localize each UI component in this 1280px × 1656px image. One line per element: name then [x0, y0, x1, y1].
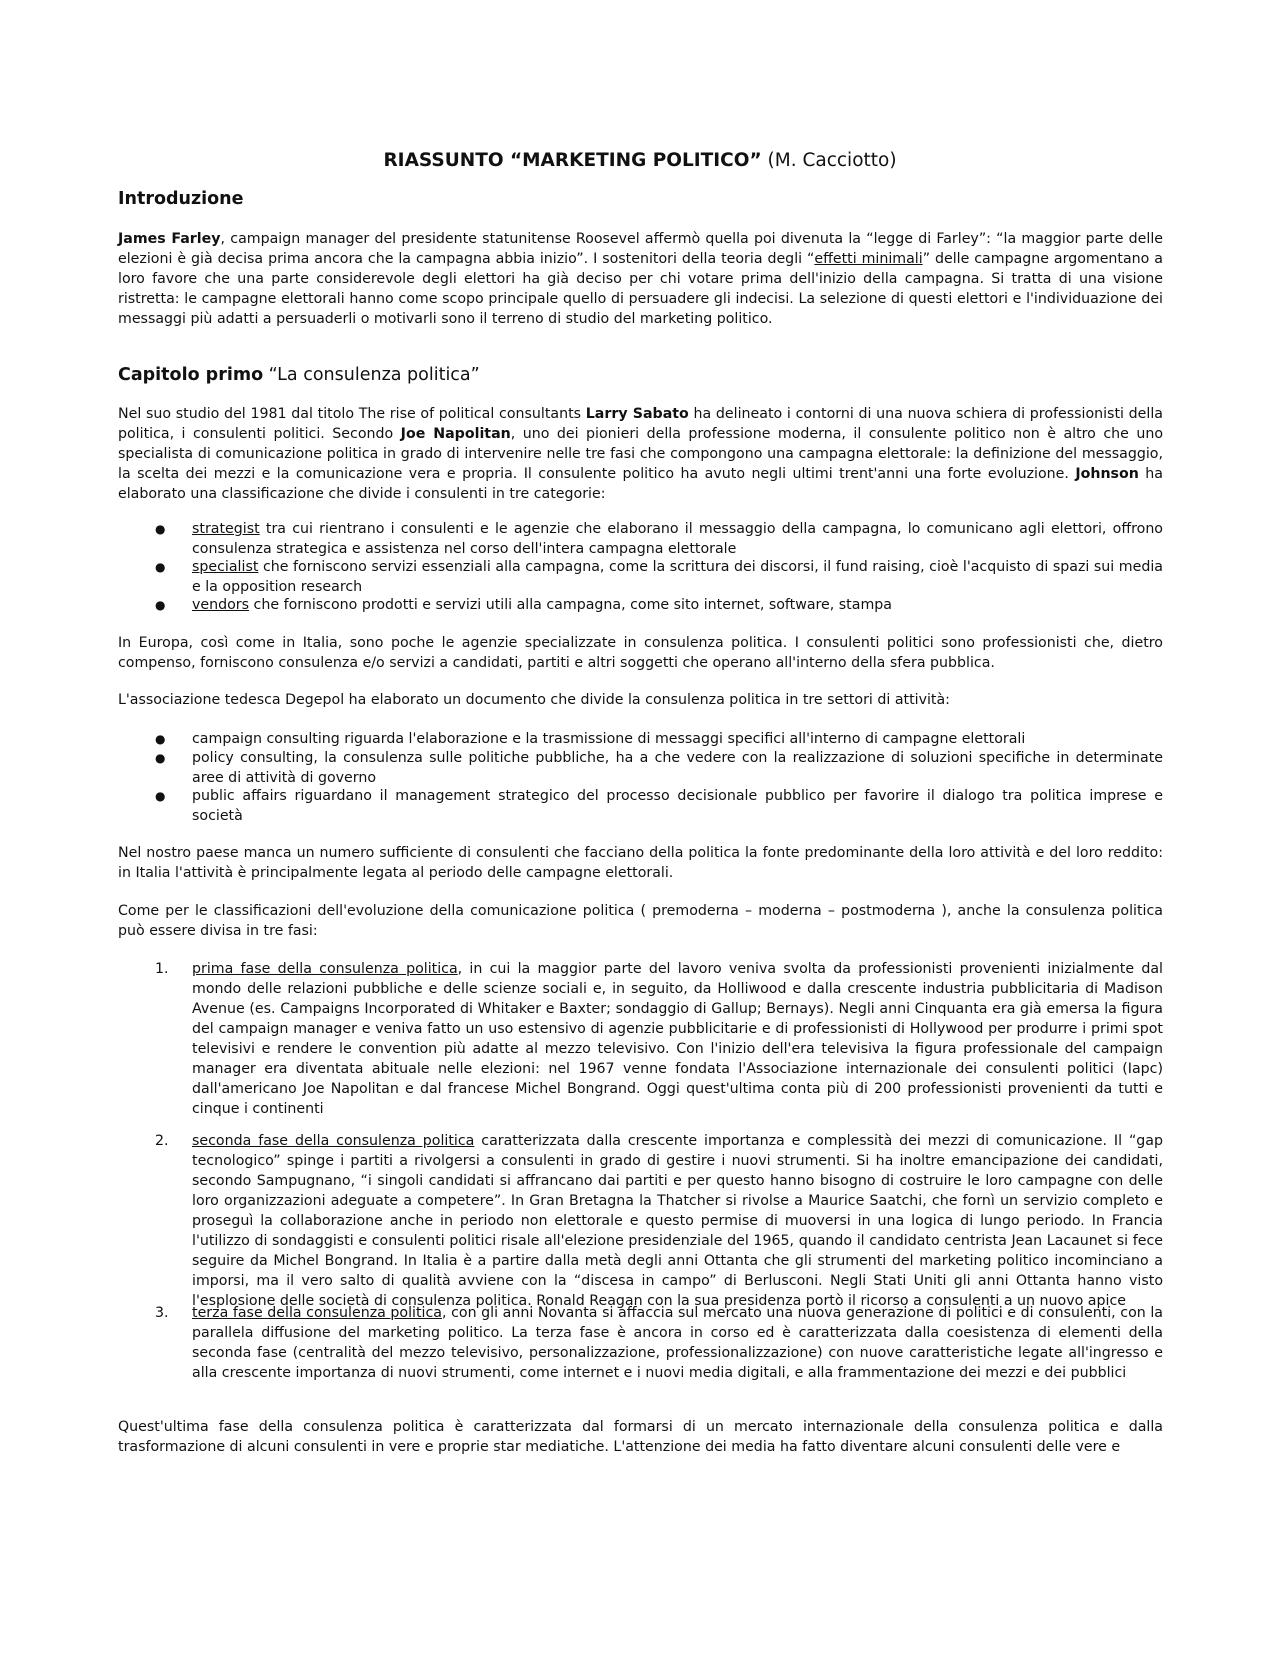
sabato-name: Larry Sabato: [585, 406, 689, 422]
list-number: 1.: [155, 961, 169, 977]
chapter1-paragraph-2: In Europa, così come in Italia, sono poche le agenzie specializzate in consulenza politica. I consulenti politici sono professionisti che, dietro compenso, forniscono consulenza e/o servizi a candidati, partiti e altri soggetti che operano all'interno della sfera pubblica.: [118, 635, 1163, 671]
effetti-minimali-link: effetti minimali: [814, 251, 923, 267]
chapter1-heading: [118, 364, 480, 386]
list-item: [118, 1303, 1163, 1383]
chapter1-heading-title: “La consulenza politica”: [263, 365, 480, 385]
list-item: [118, 786, 1163, 826]
phase-text: , con gli anni Novanta si affaccia sul mercato una nuova generazione di politici e di consulenti, con la parallela diffusione del marketing politico. La terza fase è ancora in corso ed è caratterizzata dalla coesistenza di elementi della seconda fase (centralità del mezzo televisivo, personalizzazione, professionalizzazione) con nuove caratteristiche legate all'ingresso e alla crescente importanza di nuovi strumenti, come internet e i nuovi media digitali, e alla frammentazione dei mezzi e dei pubblici: [192, 1305, 1163, 1381]
title-author: (M. Cacciotto): [761, 150, 897, 171]
list-item-text: public affairs riguardano il management strategico del processo decisionale pubblico per favorire il dialogo tra politica imprese e società: [192, 788, 1163, 824]
list-item: [118, 729, 1163, 749]
bullet-icon: ●: [155, 560, 166, 574]
strategist-text: tra cui rientrano i consulenti e le agenzie che elaborano il messaggio della campagna, lo comunicano agli elettori, offrono consulenza strategica e assistenza nel corso dell'intera campagna elettorale: [192, 521, 1163, 557]
list-item-text: policy consulting, la consulenza sulle politiche pubbliche, ha a che vedere con la realizzazione di soluzioni specifiche in determinate aree di attività di governo: [192, 750, 1163, 786]
list-item: [118, 519, 1163, 559]
intro-text-2: ” delle campagne argomentano a loro favore che una parte considerevole degli elettori ha già deciso per chi votare prima dell'inizio della campagna. Si tratta di una visione ristretta: le campagne elettorali hanno come scopo principale quello di persuadere gli indecisi. La selezione di questi elettori e l'individuazione dei messaggi più adatti a persuaderli o motivarli sono il terreno di studio del marketing politico.: [118, 251, 1163, 327]
chapter1-paragraph-6: Quest'ultima fase della consulenza politica è caratterizzata dal formarsi di un mercato internazionale della consulenza politica e dalla trasformazione di alcuni consulenti in vere e proprie star mediatiche. L'attenzione dei media ha fatto diventare alcuni consulenti delle vere e: [118, 1419, 1163, 1455]
napolitan-name: Joe Napolitan: [400, 426, 511, 442]
phase-term: prima fase della consulenza politica: [192, 961, 458, 977]
strategist-term: strategist: [192, 521, 260, 537]
farley-name: James Farley: [118, 231, 221, 247]
phase-text: caratterizzata dalla crescente importanza e complessità dei mezzi di comunicazione. Il “gap tecnologico” spinge i partiti a rivolgersi a consulenti in grado di gestire i nuovi strumenti. Si ha inoltre emancipazione dei candidati, secondo Sampugnano, “i singoli candidati si affrancano dai partiti e per questo hanno bisogno di costruire le loro campagne con delle loro organizzazioni adeguate a competere”. In Gran Bretagna la Thatcher si rivolse a Maurice Saatchi, che fornì un servizio completo e proseguì la collaborazione anche in periodo non elettorale e questo permise di muoversi in una logica di lungo periodo. In Francia l'utilizzo di sondaggisti e consulenti politici risale all'elezione presidenziale del 1965, quando il candidato centrista Jean Lacaunet si fece seguire da Michel Bongrand. In Italia è a partire dalla metà degli anni Ottanta che gli strumenti del marketing politico incominciano a imporsi, ma il vero salto di qualità avviene con la “discesa in campo” di Berlusconi. Negli Stati Uniti gli anni Ottanta hanno visto l'esplosione delle società di consulenza politica. Ronald Reagan con la sua presidenza portò il ricorso a consulenti a un nuovo apice: [192, 1133, 1164, 1309]
intro-text-1: , campaign manager del presidente statunitense Roosevel affermò quella poi divenuta la “legge di Farley”: “la maggior parte delle elezioni è già decisa prima ancora che la campagna abbia inizio”. I sostenitori della teoria degli “: [118, 231, 1163, 267]
phase-term: seconda fase della consulenza politica: [192, 1133, 475, 1149]
intro-paragraph: [118, 229, 1163, 329]
p1-text-1: Nel suo studio del 1981 dal titolo The rise of political consultants: [118, 406, 586, 422]
chapter1-paragraph-5: Come per le classificazioni dell'evoluzione della comunicazione politica ( premoderna – moderna – postmoderna ), anche la consulenza politica può essere divisa in tre fasi:: [118, 903, 1163, 939]
phase-text: , in cui la maggior parte del lavoro veniva svolta da professionisti provenienti inizialmente dal mondo delle relazioni pubbliche e delle scienze sociali e, in seguito, da Holliwood e dalla crescente industria pubblicitaria di Madison Avenue (es. Campaigns Incorporated di Whitaker e Baxter; sondaggio di Gallup; Bernays). Negli anni Cinquanta era già emersa la figura del campaign manager e veniva fatto un uso estensivo di agenzie pubblicitarie e di professionisti di Hollywood per produrre i primi spot televisivi e rendere le convention più adatte al mezzo televisivo. Con l'inizio dell'era televisiva la figura professionale del campaign manager era diventata abituale nelle elezioni: nel 1967 venne fondata l'Associazione internazionale dei consulenti politici (Iapc) dall'americano Joe Napolitan e dal francese Michel Bongrand. Oggi quest'ultima conta più di 200 professionisti provenienti da tutti e cinque i continenti: [192, 961, 1163, 1117]
list-number: 2.: [155, 1133, 169, 1149]
bullet-icon: ●: [155, 522, 166, 536]
list-number: 3.: [155, 1305, 169, 1321]
bullet-icon: ●: [155, 732, 166, 746]
list-item: [118, 595, 1163, 615]
list-item: [118, 557, 1163, 597]
intro-heading: Introduzione: [118, 189, 244, 209]
chapter1-paragraph-3: L'associazione tedesca Degepol ha elaborato un documento che divide la consulenza politica in tre settori di attività:: [118, 692, 950, 708]
vendors-text: che forniscono prodotti e servizi utili alla campagna, come sito internet, software, stampa: [249, 597, 892, 613]
bullet-icon: ●: [155, 598, 166, 612]
list-item-text: campaign consulting riguarda l'elaborazione e la trasmissione di messaggi specifici all'interno di campagne elettorali: [192, 731, 1026, 747]
chapter1-paragraph-4: Nel nostro paese manca un numero sufficiente di consulenti che facciano della politica la fonte predominante della loro attività e del loro reddito: in Italia l'attività è principalmente legata al periodo delle campagne elettorali.: [118, 845, 1163, 881]
chapter1-heading-bold: Capitolo primo: [118, 365, 264, 385]
chapter1-paragraph-1: [118, 404, 1163, 504]
johnson-name: Johnson: [1075, 466, 1139, 482]
p1-text-3: , uno dei pionieri della professione moderna, il consulente politico non è altro che uno specialista di comunicazione politica in grado di intervenire nelle tre fasi che compongono una campagna elettorale: la definizione del messaggio, la scelta dei mezzi e la comunicazione vera e propria. Il consulente politico ha avuto negli ultimi trent'anni una forte evoluzione.: [118, 426, 1163, 482]
bullet-icon: ●: [155, 789, 166, 803]
specialist-term: specialist: [192, 559, 259, 575]
p1-text-2: ha delineato i contorni di una nuova schiera di professionisti della politica, i consulenti politici. Secondo: [118, 406, 1163, 442]
specialist-text: che forniscono servizi essenziali alla campagna, come la scrittura dei discorsi, il fund raising, cioè l'acquisto di spazi sui media e la opposition research: [192, 559, 1163, 595]
document-title: [0, 149, 1280, 173]
p1-text-4: ha elaborato una classificazione che divide i consulenti in tre categorie:: [118, 466, 1163, 502]
vendors-term: vendors: [192, 597, 250, 613]
list-item: [118, 748, 1163, 788]
phase-term: terza fase della consulenza politica: [192, 1305, 442, 1321]
list-item: [118, 1131, 1163, 1311]
title-bold: RIASSUNTO “MARKETING POLITICO”: [383, 150, 762, 171]
list-item: [118, 959, 1163, 1119]
bullet-icon: ●: [155, 751, 166, 765]
